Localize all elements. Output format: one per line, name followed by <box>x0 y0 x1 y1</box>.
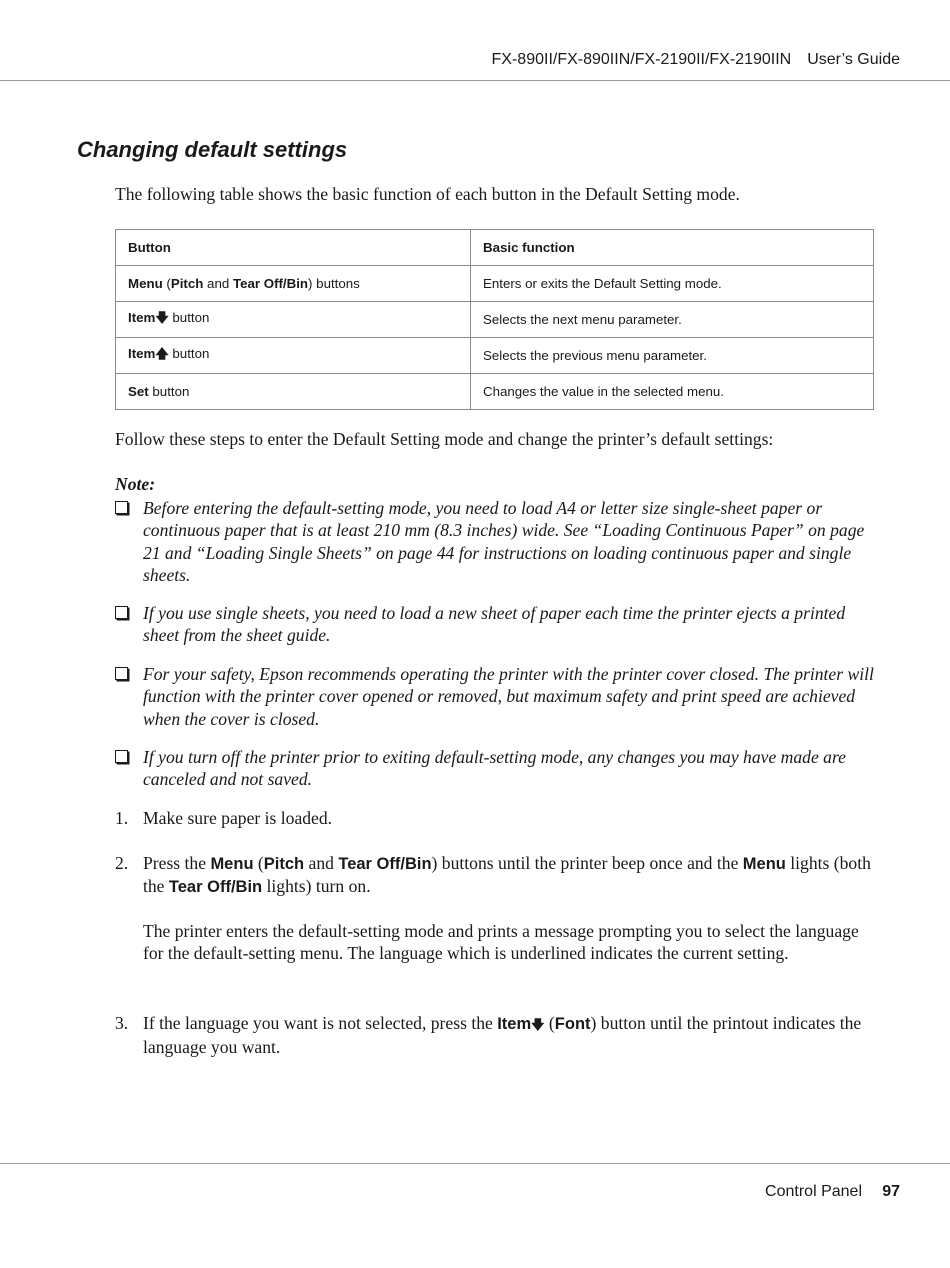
table-cell-function: Changes the value in the selected menu. <box>471 374 874 410</box>
down-arrow-icon: 🡇 <box>531 1017 545 1032</box>
checkbox-bullet-icon <box>115 667 128 680</box>
page-header <box>0 0 950 81</box>
checkbox-bullet-icon <box>115 606 128 619</box>
table-header-button: Button <box>116 230 471 266</box>
page-footer-rule <box>0 1163 950 1164</box>
section-title: Changing default settings <box>77 137 348 162</box>
table-cell-button: Item🡇 button <box>116 302 471 338</box>
table-cell-button: Menu (Pitch and Tear Off/Bin) buttons <box>116 266 471 302</box>
table-cell-button: Set button <box>116 374 471 410</box>
footer-section-name: Control Panel <box>765 1183 862 1200</box>
up-arrow-icon: 🡅 <box>155 345 169 361</box>
step-text: If the language you want is not selected, press the Item🡇 (Font) button until the printout indicates the language you want. <box>143 1013 862 1058</box>
step-text: Make sure paper is loaded. <box>143 808 333 828</box>
table-cell-function: Enters or exits the Default Setting mode. <box>471 266 874 302</box>
page-number: 97 <box>882 1183 900 1200</box>
table-header-row <box>116 230 874 266</box>
step-text: Press the Menu (Pitch and Tear Off/Bin) buttons until the printer beep once and the Menu lights (both the Tear Off/Bin lights) turn on. <box>143 853 871 897</box>
running-header <box>492 51 900 69</box>
down-arrow-icon: 🡇 <box>155 309 169 325</box>
note-label: Note: <box>115 474 156 494</box>
table-row <box>116 266 874 302</box>
table-row <box>116 338 874 374</box>
intro-paragraph: The following table shows the basic function of each button in the Default Setting mode. <box>115 184 740 204</box>
table-row <box>116 374 874 410</box>
steps-intro-paragraph: Follow these steps to enter the Default Setting mode and change the printer’s default settings: <box>115 429 774 449</box>
checkbox-bullet-icon <box>115 750 128 763</box>
step-number: 2. <box>115 853 129 873</box>
table-header-function: Basic function <box>471 230 874 266</box>
header-models: FX-890II/FX-890IIN/FX-2190II/FX-2190IIN <box>491 51 792 68</box>
button-function-table <box>115 229 874 410</box>
table-row <box>116 302 874 338</box>
checkbox-bullet-icon <box>115 501 128 514</box>
step-number: 1. <box>115 808 129 828</box>
header-doc-title: User’s Guide <box>807 51 900 68</box>
table-cell-function: Selects the previous menu parameter. <box>471 338 874 374</box>
table-cell-button: Item🡅 button <box>116 338 471 374</box>
step-number: 3. <box>115 1013 129 1033</box>
table-cell-function: Selects the next menu parameter. <box>471 302 874 338</box>
